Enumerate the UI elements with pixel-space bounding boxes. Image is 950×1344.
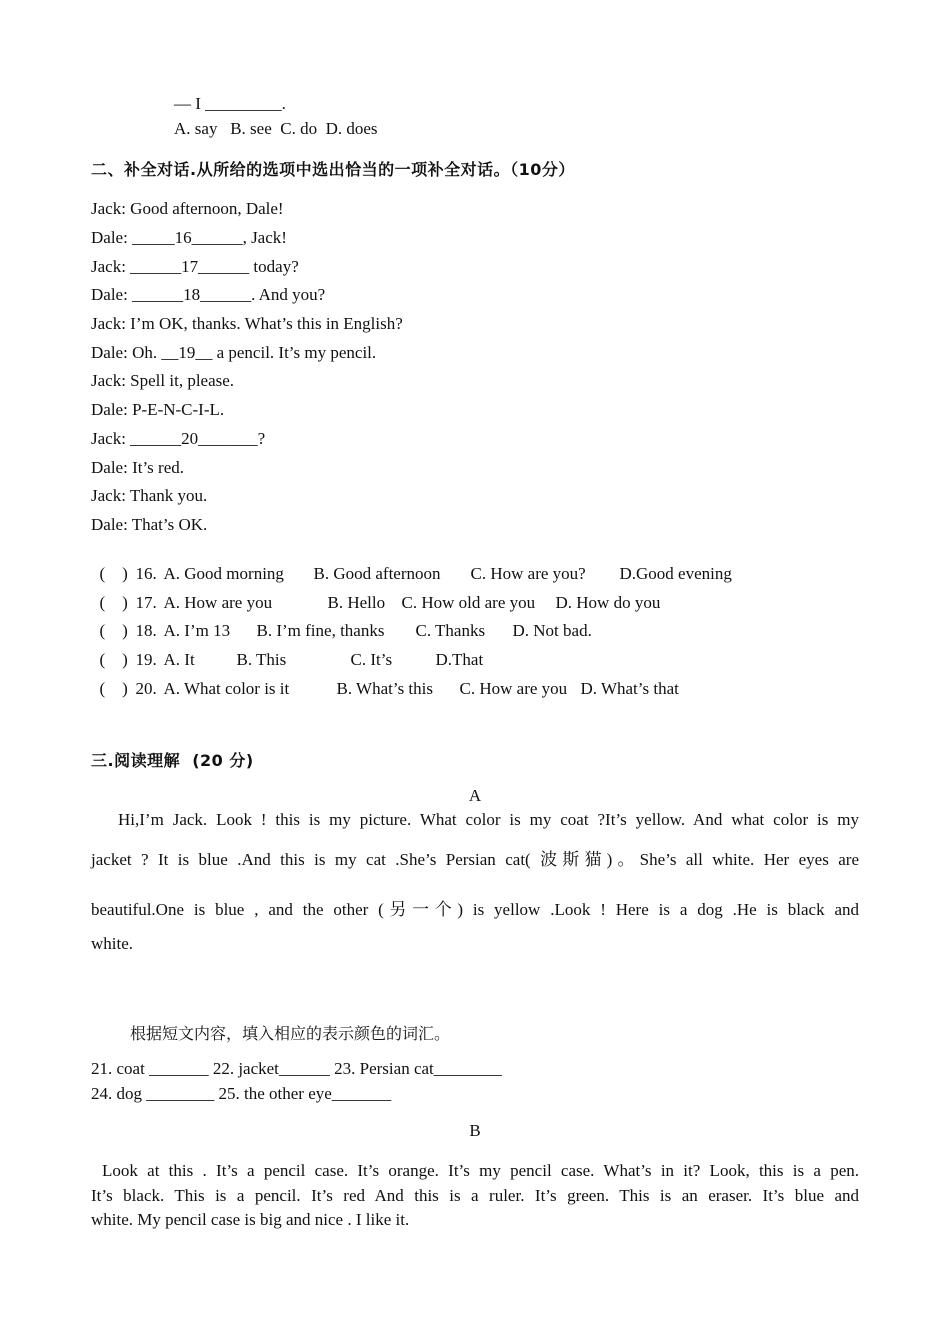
q15-options: A. say B. see C. do D. does: [174, 119, 378, 138]
passage-b: [91, 1159, 859, 1233]
section3-title: 三.阅读理解 (20 分): [91, 751, 254, 770]
option-b: B. I’m fine, thanks: [256, 621, 385, 640]
question-number: 20.: [135, 679, 157, 698]
fill-blank-line: 24. dog ________ 25. the other eye_______: [91, 1084, 392, 1103]
passage-b-line: Look at this . It’s a pencil case. It’s orange. It’s my pencil case. What’s in it? Look, this is a pen.: [102, 1161, 859, 1180]
answer-bracket[interactable]: ( ): [99, 593, 128, 612]
option-c: C. How are you: [459, 679, 568, 698]
option-b: B. What’s this: [336, 679, 433, 698]
dialogue-line: Jack: Thank you.: [91, 486, 208, 505]
option-a: A. What color is it: [163, 679, 290, 698]
question-number: 16.: [135, 564, 157, 583]
dialogue-line: Jack: ______17______ today?: [91, 257, 299, 276]
question-number: 18.: [135, 621, 157, 640]
passage-a-line: Hi,I’m Jack. Look ! this is my picture. What color is my coat ?It’s yellow. And what color is my: [118, 810, 859, 829]
question-number: 19.: [135, 650, 157, 669]
option-a: A. Good morning: [163, 564, 284, 583]
option-a: A. How are you: [163, 593, 273, 612]
section2-title: 二、补全对话.从所给的选项中选出恰当的一项补全对话。（10分）: [91, 160, 575, 179]
dialogue-line: Dale: ______18______. And you?: [91, 285, 326, 304]
fill-instruction: 根据短文内容，填入相应的表示颜色的词汇。: [130, 1024, 451, 1043]
passage-a-label: A: [468, 786, 482, 805]
dialogue-line: Jack: I’m OK, thanks. What’s this in English?: [91, 314, 403, 333]
passage-a-line: jacket ? It is blue .And this is my cat .She’s Persian cat( 波斯猫)。She’s all white. Her eyes are: [91, 850, 859, 869]
dialogue-line: Jack: Good afternoon, Dale!: [91, 199, 284, 218]
option-c: C. It’s: [350, 650, 393, 669]
option-b: B. Hello: [327, 593, 386, 612]
passage-a-line: beautiful.One is blue , and the other (另一个) is yellow .Look ! Here is a dog .He is black and: [91, 900, 859, 919]
q15-answer-line: — I _________.: [174, 94, 286, 113]
passage-b-line: white. My pencil case is big and nice . I like it.: [91, 1210, 410, 1229]
passage-b-line: It’s black. This is a pencil. It’s red And this is a ruler. It’s green. This is an eraser. It’s blue and: [91, 1185, 859, 1205]
option-d: D.That: [435, 650, 484, 669]
passage-a: [91, 810, 859, 954]
option-c: C. How old are you: [401, 593, 536, 612]
option-d: D.Good evening: [619, 564, 732, 583]
dialogue-line: Jack: ______20_______?: [91, 429, 266, 448]
option-b: B. Good afternoon: [313, 564, 441, 583]
option-c: C. How are you?: [470, 564, 586, 583]
option-a: A. I’m 13: [163, 621, 231, 640]
passage-b-label: B: [469, 1121, 481, 1140]
dialogue-line: Dale: _____16______, Jack!: [91, 228, 287, 247]
dialogue-line: Dale: Oh. __19__ a pencil. It’s my pencil.: [91, 343, 377, 362]
option-d: D. Not bad.: [512, 621, 592, 640]
answer-bracket[interactable]: ( ): [99, 621, 128, 640]
option-b: B. This: [236, 650, 287, 669]
question-number: 17.: [135, 593, 157, 612]
dialogue-line: Dale: It’s red.: [91, 458, 184, 477]
fill-blank-line: 21. coat _______ 22. jacket______ 23. Persian cat________: [91, 1059, 502, 1078]
option-d: D. How do you: [555, 593, 661, 612]
answer-bracket[interactable]: ( ): [99, 650, 128, 669]
answer-bracket[interactable]: ( ): [99, 564, 128, 583]
option-d: D. What’s that: [580, 679, 679, 698]
dialogue-line: Jack: Spell it, please.: [91, 371, 235, 390]
passage-a-line: white.: [91, 934, 134, 953]
option-a: A. It: [163, 650, 195, 669]
dialogue-line: Dale: That’s OK.: [91, 515, 208, 534]
answer-bracket[interactable]: ( ): [99, 679, 128, 698]
choice-row-20: [91, 659, 679, 699]
option-c: C. Thanks: [415, 621, 486, 640]
dialogue-line: Dale: P-E-N-C-I-L.: [91, 400, 225, 419]
